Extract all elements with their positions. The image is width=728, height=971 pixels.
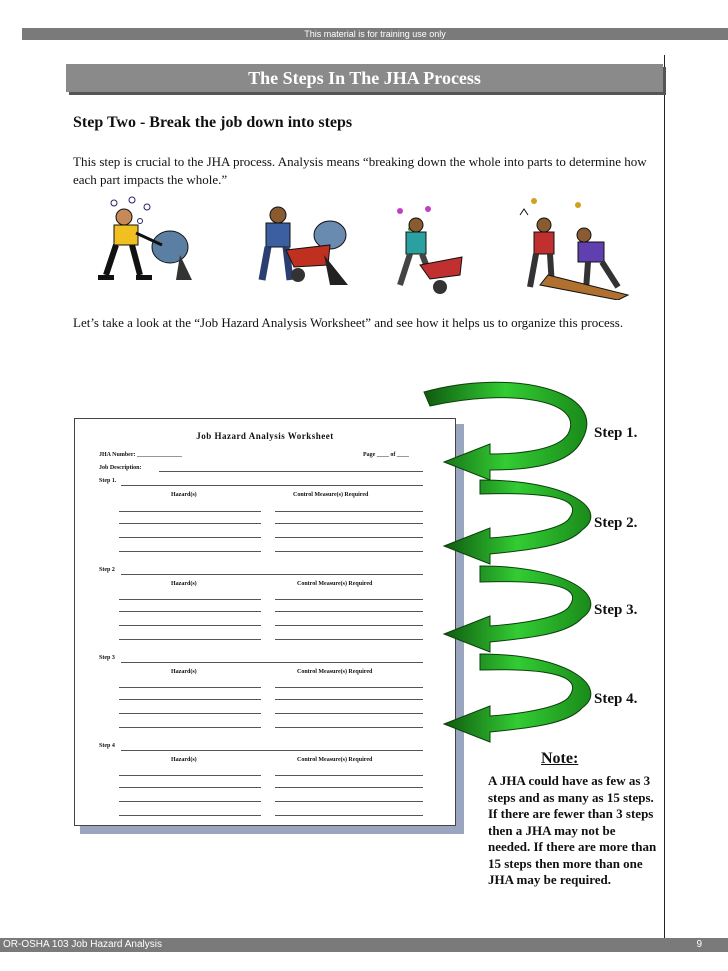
arrow-step-4: [444, 654, 591, 742]
arrow-step-2: [444, 480, 591, 564]
page-title: The Steps In The JHA Process: [66, 64, 663, 92]
ws-step-1-label: Step 1.: [99, 478, 117, 484]
ws-step-rule: [121, 485, 423, 486]
jha-worksheet: [74, 418, 456, 826]
step-2-label: Step 2.: [594, 515, 638, 531]
job-description-rule: [159, 471, 423, 472]
footer-course-title: OR-OSHA 103 Job Hazard Analysis: [3, 939, 162, 950]
step-heading: Step Two - Break the job down into steps: [73, 114, 353, 131]
job-description-label: Job Description:: [99, 465, 142, 471]
worker-mixer-clipart: [92, 195, 202, 290]
worker-barrow-clipart: [380, 205, 475, 300]
control-header: Control Measure(s) Required: [297, 757, 373, 763]
training-banner: This material is for training use only: [22, 28, 728, 40]
control-header: Control Measure(s) Required: [297, 669, 373, 675]
right-margin-rule: [664, 55, 665, 938]
hazards-header: Hazard(s): [171, 492, 197, 498]
jha-number-field: JHA Number: _______________: [99, 452, 182, 458]
workers-concrete-clipart: [508, 195, 638, 300]
arrow-step-1: [424, 382, 587, 480]
worker-wheelbarrow-clipart: [250, 205, 360, 295]
control-header: Control Measure(s) Required: [297, 581, 373, 587]
note-title: Note:: [541, 750, 579, 767]
page-footer: [0, 938, 728, 952]
arrow-step-3: [444, 566, 591, 652]
step-3-label: Step 3.: [594, 602, 638, 618]
hazards-header: Hazard(s): [171, 757, 197, 763]
curved-arrows: [420, 370, 600, 770]
hazards-header: Hazard(s): [171, 669, 197, 675]
page-of-field: Page ____ of ____: [363, 452, 409, 458]
hazards-header: Hazard(s): [171, 581, 197, 587]
intro-paragraph: This step is crucial to the JHA process. Analysis means “breaking down the whole into parts to determine how each part impacts the whole.”: [73, 154, 647, 187]
step-4-label: Step 4.: [594, 691, 638, 707]
page-number: 9: [696, 939, 702, 950]
worksheet-title: Job Hazard Analysis Worksheet: [196, 431, 334, 441]
control-header: Control Measure(s) Required: [293, 492, 369, 498]
ws-step-4-label: Step 4: [99, 743, 115, 749]
ws-step-3-label: Step 3: [99, 655, 115, 661]
step-1-label: Step 1.: [594, 425, 638, 441]
ws-step-2-label: Step 2: [99, 567, 115, 573]
note-body: A JHA could have as few as 3 steps and as many as 15 steps. If there are fewer than 3 steps then a JHA may not be needed. If there are more than 15 steps then more than one JHA may be required.: [488, 773, 657, 887]
worksheet-intro-paragraph: Let’s take a look at the “Job Hazard Analysis Worksheet” and see how it helps us to organize this process.: [73, 315, 624, 330]
